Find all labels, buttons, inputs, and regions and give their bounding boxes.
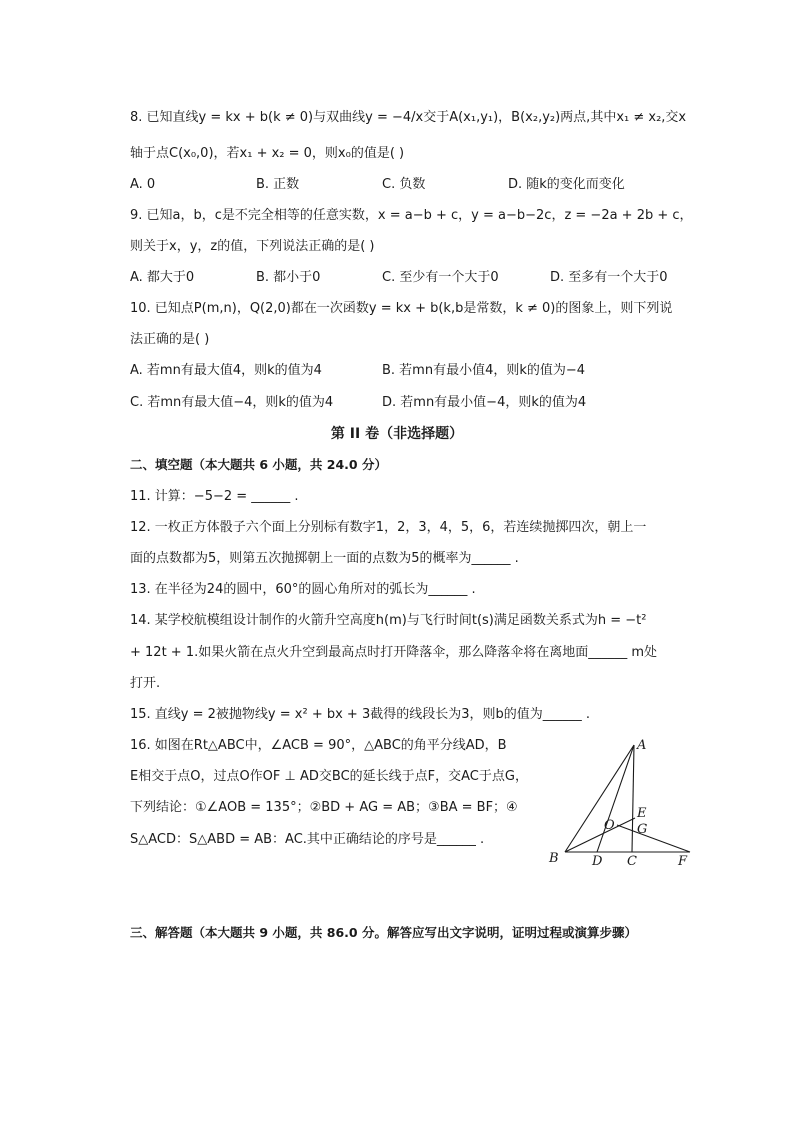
segment-ad	[597, 745, 634, 852]
q10-option-d: D. 若mn有最小值−4，则k的值为4	[382, 395, 587, 410]
q14-line1: 14. 某学校航模组设计制作的火箭升空高度h(m)与飞行时间t(s)满足函数关系式为h = −t²	[130, 613, 647, 628]
label-o: O	[604, 818, 615, 833]
label-d: D	[592, 854, 603, 869]
label-b: B	[549, 851, 559, 866]
q10-line1: 10. 已知点P(m,n)，Q(2,0)都在一次函数y = kx + b(k,b是常数，k ≠ 0)的图象上，则下列说	[130, 301, 673, 316]
label-e: E	[637, 806, 647, 821]
q14-line3: 打开.	[130, 676, 161, 691]
label-c: C	[627, 854, 637, 869]
triangle-figure	[540, 735, 700, 870]
segment-of	[617, 825, 690, 852]
q13: 13. 在半径为24的圆中，60°的圆心角所对的弧长为______ .	[130, 582, 476, 597]
section2-heading: 二、填空题（本大题共 6 小题，共 24.0 分）	[130, 457, 387, 472]
q15: 15. 直线y = 2被抛物线y = x² + bx + 3截得的线段长为3，则b的值为______ .	[130, 707, 591, 722]
q16-line3: 下列结论：①∠AOB = 135°；②BD + AG = AB；③BA = BF；④	[130, 800, 518, 815]
q8-option-c: C. 负数	[382, 177, 426, 192]
q14-line2: + 12t + 1.如果火箭在点火升空到最高点时打开降落伞，那么降落伞将在离地面______ m处	[130, 645, 658, 660]
q9-option-b: B. 都小于0	[256, 270, 321, 285]
label-g: G	[637, 822, 648, 837]
part2-title: 第 II 卷（非选择题）	[330, 426, 464, 442]
q16-line2: E相交于点O，过点O作OF ⊥ AD交BC的延长线于点F，交AC于点G，	[130, 769, 528, 784]
q9-option-a: A. 都大于0	[130, 270, 195, 285]
label-f: F	[678, 854, 688, 869]
segment-ab	[565, 745, 634, 852]
q10-option-a: A. 若mn有最大值4，则k的值为4	[130, 363, 322, 378]
q9-line1: 9. 已知a，b，c是不完全相等的任意实数，x = a−b + c，y = a−b−2c，z = −2a + 2b + c，	[130, 208, 693, 223]
q16-line1: 16. 如图在Rt△ABC中，∠ACB = 90°，△ABC的角平分线AD，B	[130, 738, 507, 753]
q9-line2: 则关于x，y，z的值，下列说法正确的是( )	[130, 239, 375, 254]
section3-heading: 三、解答题（本大题共 9 小题，共 86.0 分。解答应写出文字说明，证明过程或演算步骤）	[130, 925, 637, 940]
q11: 11. 计算：−5−2 = ______ .	[130, 489, 299, 504]
q8-option-a: A. 0	[130, 177, 156, 192]
q9-option-c: C. 至少有一个大于0	[382, 270, 499, 285]
q10-line2: 法正确的是( )	[130, 332, 210, 347]
q8-line1: 8. 已知直线y = kx + b(k ≠ 0)与双曲线y = −4/x交于A(x₁,y₁)，B(x₂,y₂)两点,其中x₁ ≠ x₂,交x	[130, 110, 687, 125]
segment-ac	[632, 745, 634, 852]
q8-line2: 轴于点C(x₀,0)，若x₁ + x₂ = 0，则x₀的值是( )	[130, 146, 405, 161]
q12-line1: 12. 一枚正方体骰子六个面上分别标有数字1，2，3，4，5，6，若连续抛掷四次，朝上一	[130, 520, 647, 535]
q8-option-d: D. 随k的变化而变化	[508, 177, 625, 192]
q9-option-d: D. 至多有一个大于0	[550, 270, 668, 285]
label-a: A	[637, 738, 647, 753]
q16-line4: S△ACD：S△ABD = AB：AC.其中正确结论的序号是______ .	[130, 832, 485, 847]
q8-option-b: B. 正数	[256, 177, 300, 192]
q10-option-c: C. 若mn有最大值−4，则k的值为4	[130, 395, 334, 410]
q10-option-b: B. 若mn有最小值4，则k的值为−4	[382, 363, 586, 378]
q12-line2: 面的点数都为5，则第五次抛掷朝上一面的点数为5的概率为______ .	[130, 551, 519, 566]
